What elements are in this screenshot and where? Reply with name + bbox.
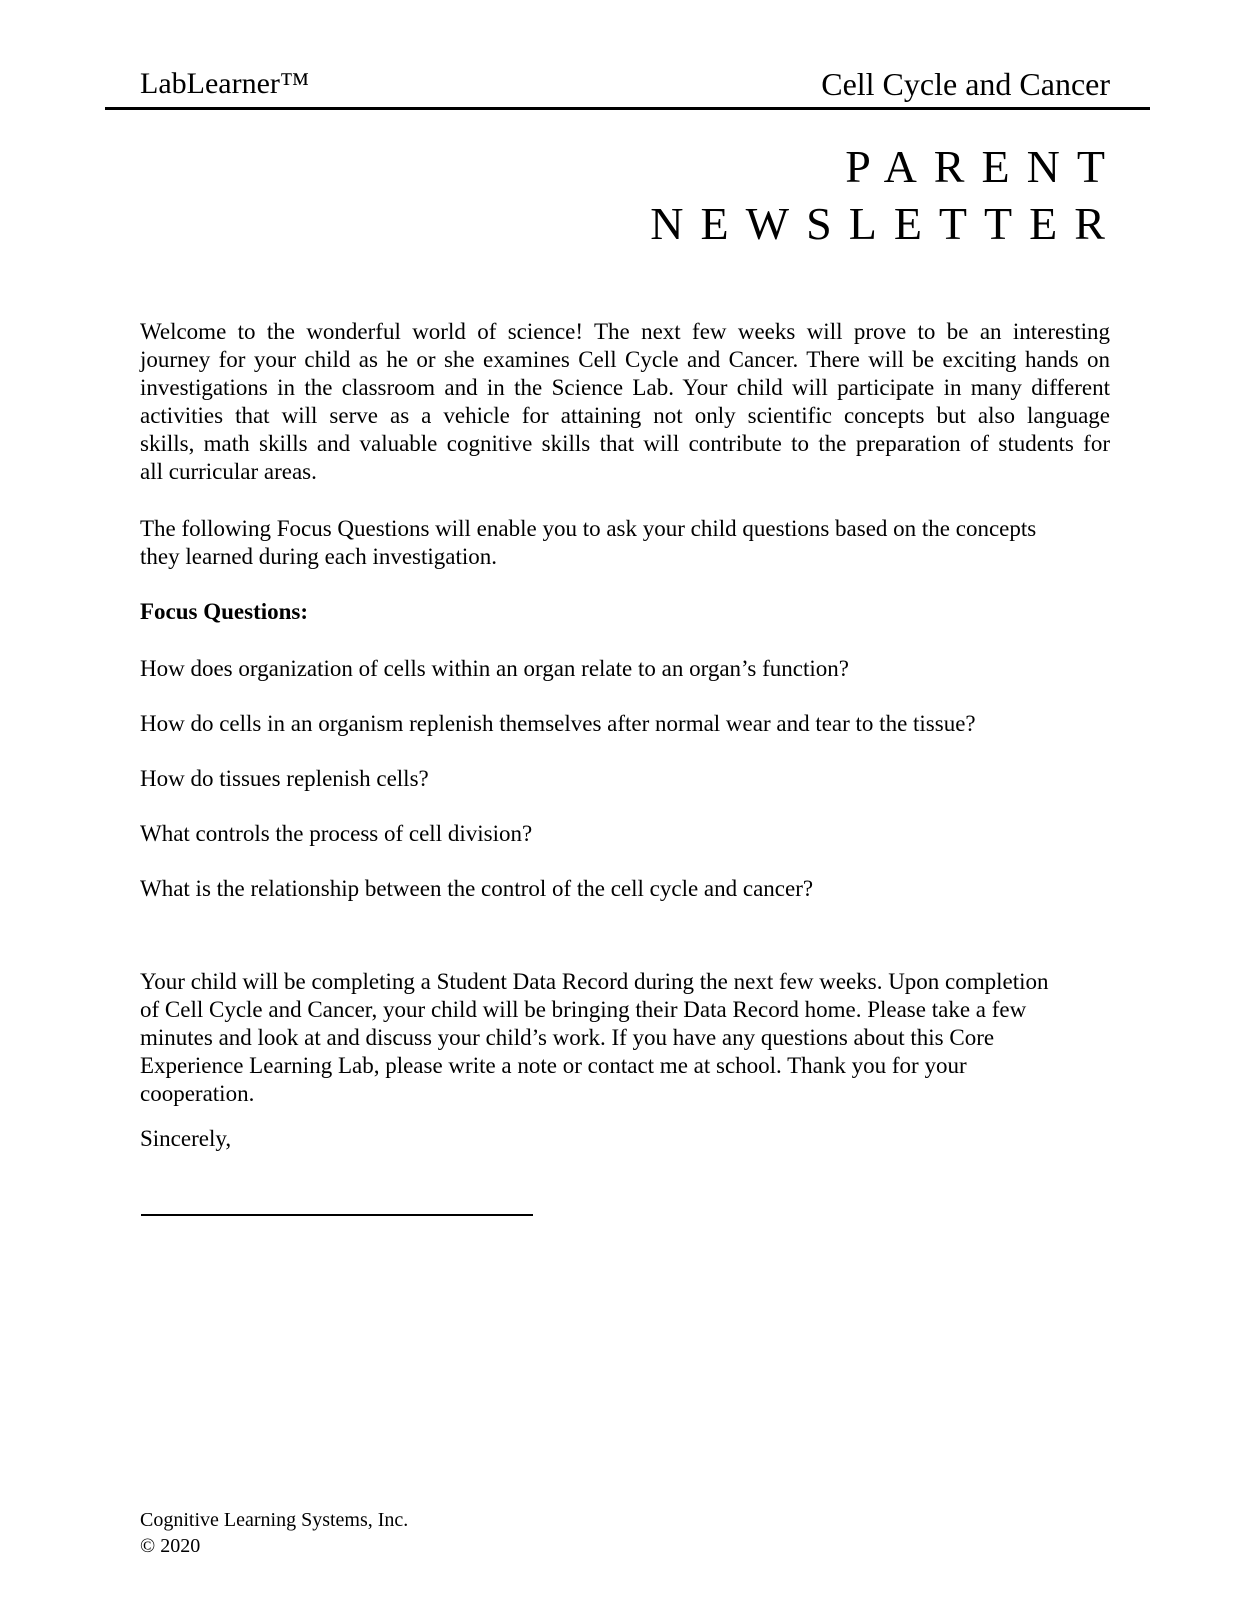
intro-paragraph-line: investigations in the classroom and in the Science Lab. Your child will participate in many different bbox=[140, 375, 1110, 400]
focus-questions-heading: Focus Questions: bbox=[140, 599, 309, 624]
footer-company: Cognitive Learning Systems, Inc. bbox=[140, 1509, 409, 1531]
intro-paragraph-line: Welcome to the wonderful world of science! The next few weeks will prove to be an interesting bbox=[140, 319, 1110, 344]
focus-question: How do tissues replenish cells? bbox=[140, 766, 429, 791]
focus-question: What is the relationship between the control of the cell cycle and cancer? bbox=[140, 876, 814, 901]
closing-paragraph-line: Experience Learning Lab, please write a note or contact me at school. Thank you for your bbox=[140, 1053, 967, 1078]
focus-question: How do cells in an organism replenish themselves after normal wear and tear to the tissue? bbox=[140, 711, 976, 736]
focus-intro-line: they learned during each investigation. bbox=[140, 544, 498, 569]
closing-paragraph-line: of Cell Cycle and Cancer, your child will be bringing their Data Record home. Please take a few bbox=[140, 997, 1027, 1022]
focus-question: What controls the process of cell division? bbox=[140, 821, 533, 846]
page-title bbox=[650, 138, 1122, 252]
signature-line bbox=[141, 1214, 533, 1216]
page-title-line-newsletter: NEWSLETTER bbox=[650, 198, 1122, 249]
header-rule bbox=[105, 107, 1150, 110]
closing-paragraph-line: Your child will be completing a Student Data Record during the next few weeks. Upon completion bbox=[140, 969, 1049, 994]
closing-paragraph-line: minutes and look at and discuss your child’s work. If you have any questions about this Core bbox=[140, 1025, 995, 1050]
intro-paragraph-line: skills, math skills and valuable cognitive skills that will contribute to the preparation of students for bbox=[140, 431, 1110, 456]
brand-title: LabLearner™ bbox=[140, 67, 310, 100]
course-title: Cell Cycle and Cancer bbox=[821, 66, 1110, 102]
page-title-line-parent: PARENT bbox=[845, 141, 1122, 192]
intro-paragraph-line: journey for your child as he or she examines Cell Cycle and Cancer. There will be exciting hands on bbox=[140, 347, 1110, 372]
closing-paragraph-line: cooperation. bbox=[140, 1081, 255, 1106]
intro-paragraph-line: activities that will serve as a vehicle for attaining not only scientific concepts but also language bbox=[140, 403, 1110, 428]
signoff-text: Sincerely, bbox=[140, 1126, 232, 1151]
intro-paragraph-line: all curricular areas. bbox=[140, 459, 317, 484]
footer-copyright: © 2020 bbox=[140, 1535, 201, 1557]
focus-question: How does organization of cells within an organ relate to an organ’s function? bbox=[140, 656, 849, 681]
focus-intro-line: The following Focus Questions will enable you to ask your child questions based on the concepts bbox=[140, 516, 1037, 541]
